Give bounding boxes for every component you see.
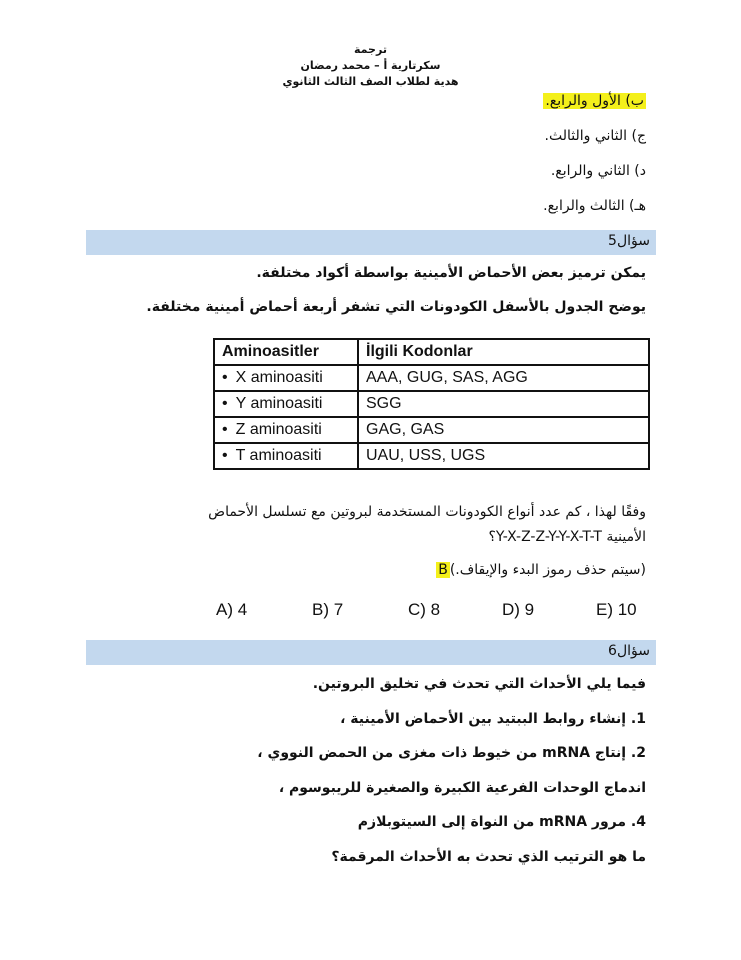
option-b: B) 7 (312, 600, 344, 619)
highlighted-answer: ب) الأول والرابع. (545, 93, 644, 109)
question-5-paragraph-line-2: الأمينية Y-X-Z-Z-Y-Y-X-T-T؟ (488, 529, 646, 545)
question-6-question: ما هو الترتيب الذي تحدث به الأحداث المرقمة؟ (331, 849, 646, 865)
prev-answer-c: ج) الثاني والثالث. (544, 128, 646, 144)
question-6-title-bar (86, 640, 656, 665)
header-line-1: ترجمة (354, 43, 387, 56)
question-6-title: سؤال6 (608, 643, 650, 659)
note-answer-highlight: B (438, 562, 448, 578)
codons-cell: GAG, GAS (358, 417, 649, 443)
amino-cell (214, 391, 358, 417)
table-row (214, 417, 649, 443)
header-codons: İlgili Kodonlar (358, 339, 649, 365)
bullet: • (222, 369, 228, 386)
amino-name: X aminoasiti (235, 369, 323, 386)
option-e: E) 10 (596, 600, 637, 619)
question-5-paragraph (86, 500, 646, 550)
question-5-title: سؤال5 (608, 233, 650, 249)
header-line-2: سكرتارية أ – محمد رمضان (300, 59, 441, 72)
table-row (214, 391, 649, 417)
event-2: 2. إنتاج mRNA من خيوط ذات مغزى من الحمض النووي ، (257, 745, 646, 761)
amino-cell (214, 417, 358, 443)
prev-answer-b (543, 93, 646, 109)
bullet: • (222, 421, 228, 438)
question-5-paragraph-line-1: وفقًا لهذا ، كم عدد أنواع الكودونات المستخدمة لبروتين مع تسلسل الأحماض (208, 504, 646, 520)
question-5-line-1: يمكن ترميز بعض الأحماض الأمينية بواسطة أكواد مختلفة. (256, 265, 646, 281)
header-line-3: هدية لطلاب الصف الثالث الثانوي (282, 75, 459, 88)
table-row (214, 443, 649, 469)
codons-cell: SGG (358, 391, 649, 417)
option-a: A) 4 (216, 600, 248, 619)
bullet: • (222, 395, 228, 412)
codon-table-header (214, 339, 649, 365)
note-text: (سيتم حذف رموز البدء والإيقاف.) (449, 562, 646, 578)
event-4: 4. مرور mRNA من النواة إلى السيتوبلازم (357, 814, 646, 830)
prev-answer-e: هـ) الثالث والرابع. (543, 198, 646, 214)
amino-name: T aminoasiti (235, 447, 322, 464)
codons-cell: UAU, USS, UGS (358, 443, 649, 469)
amino-name: Z aminoasiti (235, 421, 322, 438)
amino-cell (214, 365, 358, 391)
prev-answer-d: د) الثاني والرابع. (550, 163, 646, 179)
event-3: اندماج الوحدات الفرعية الكبيرة والصغيرة للريبوسوم ، (278, 780, 646, 796)
amino-name: Y aminoasiti (235, 395, 323, 412)
amino-cell (214, 443, 358, 469)
event-1: 1. إنشاء روابط الببتيد بين الأحماض الأمينية ، (340, 711, 646, 727)
codon-table (213, 338, 650, 470)
bullet: • (222, 447, 228, 464)
header-amino-acids: Aminoasitler (214, 339, 358, 365)
option-c: C) 8 (408, 600, 441, 619)
codons-cell: AAA, GUG, SAS, AGG (358, 365, 649, 391)
question-6-intro: فيما يلي الأحداث التي تحدث في تخليق البروتين. (312, 676, 646, 692)
option-d: D) 9 (502, 600, 535, 619)
page-header (0, 42, 741, 90)
question-5-title-bar (86, 230, 656, 255)
question-5-note (436, 562, 646, 578)
table-row (214, 365, 649, 391)
question-5-line-2: يوضح الجدول بالأسفل الكودونات التي تشفر أربعة أحماض أمينية مختلفة. (146, 299, 646, 315)
